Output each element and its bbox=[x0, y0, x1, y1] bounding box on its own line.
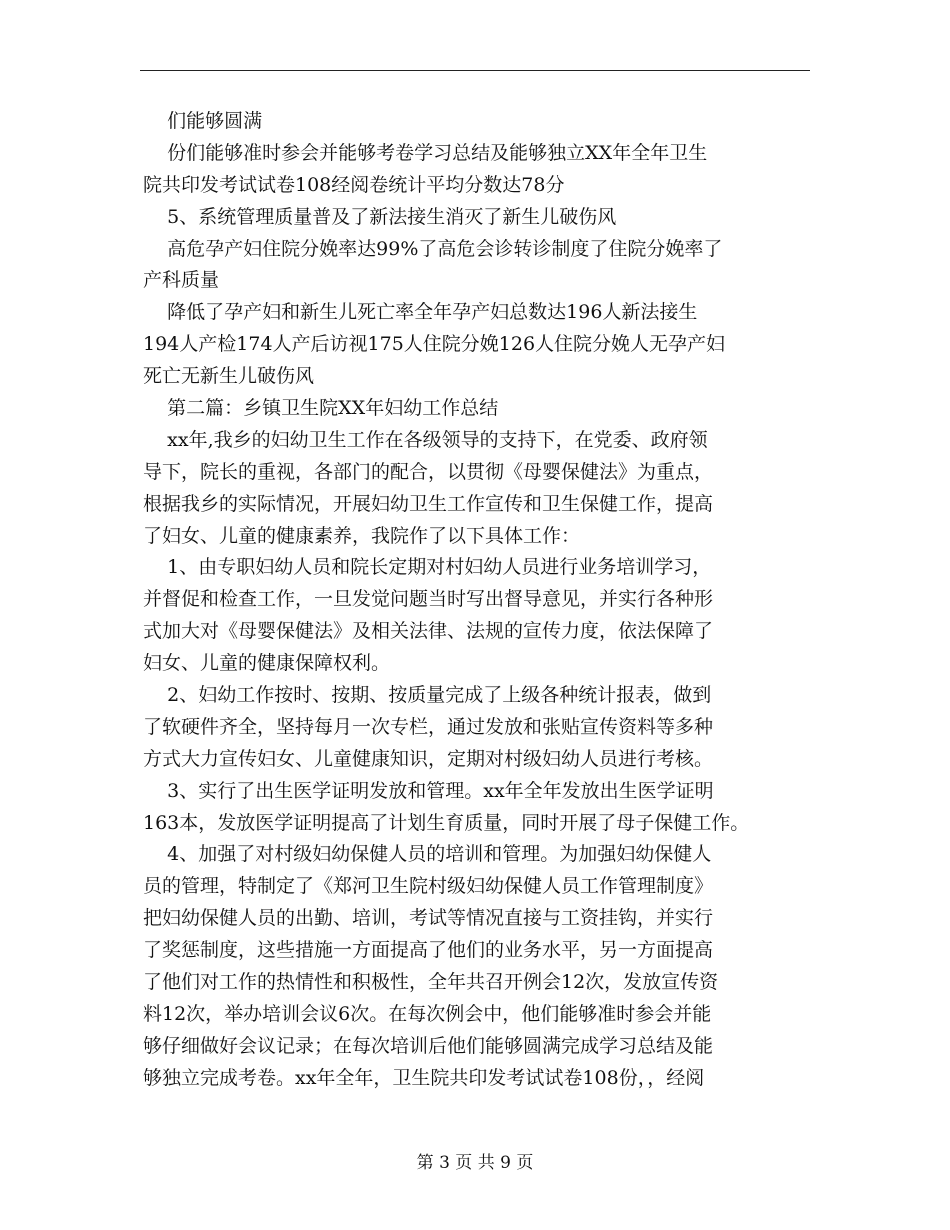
text-line: 并督促和检查工作，一旦发觉问题当时写出督导意见，并实行各种形 bbox=[143, 588, 714, 611]
text-line: 了奖惩制度，这些措施一方面提高了他们的业务水平，另一方面提高 bbox=[143, 939, 714, 962]
text-line: 方式大力宣传妇女、儿童健康知识，定期对村级妇幼人员进行考核。 bbox=[143, 747, 714, 770]
section-heading: 第二篇：乡镇卫生院XX年妇幼工作总结 bbox=[143, 397, 499, 420]
text-line: 料12次，举办培训会议6次。在每次例会中，他们能够准时参会并能 bbox=[143, 1002, 712, 1025]
text-line: 高危孕产妇住院分娩率达99%了高危会诊转诊制度了住院分娩率了 bbox=[143, 237, 723, 260]
text-line: 了他们对工作的热情性和积极性，全年共召开例会12次，发放宣传资 bbox=[143, 971, 719, 994]
text-line: 把妇幼保健人员的出勤、培训，考试等情况直接与工资挂钩，并实行 bbox=[143, 907, 714, 930]
text-line: 妇女、儿童的健康保障权利。 bbox=[143, 652, 391, 675]
text-line: xx年,我乡的妇幼卫生工作在各级领导的支持下，在党委、政府领 bbox=[143, 428, 708, 451]
text-line: 2、妇幼工作按时、按期、按质量完成了上级各种统计报表，做到 bbox=[143, 684, 712, 707]
text-line: 1、由专职妇幼人员和院长定期对村妇幼人员进行业务培训学习， bbox=[143, 556, 712, 579]
text-line: 4、加强了对村级妇幼保健人员的培训和管理。为加强妇幼保健人 bbox=[143, 843, 712, 866]
text-line: 够独立完成考卷。xx年全年，卫生院共印发考试试卷108份，，经阅 bbox=[143, 1066, 705, 1089]
text-line: 降低了孕产妇和新生儿死亡率全年孕产妇总数达196人新法接生 bbox=[143, 301, 698, 324]
text-line: 份们能够准时参会并能够考卷学习总结及能够独立XX年全年卫生 bbox=[143, 141, 708, 164]
text-line: 够仔细做好会议记录；在每次培训后他们能够圆满完成学习总结及能 bbox=[143, 1034, 714, 1057]
text-line: 5、系统管理质量普及了新法接生消灭了新生儿破伤风 bbox=[143, 205, 617, 228]
header-rule bbox=[140, 70, 810, 71]
text-line: 194人产检174人产后访视175人住院分娩126人住院分娩人无孕产妇 bbox=[143, 333, 726, 356]
text-line: 产科质量 bbox=[143, 269, 220, 292]
text-line: 了妇女、儿童的健康素养，我院作了以下具体工作： bbox=[143, 524, 581, 547]
text-line: 员的管理，特制定了《郑河卫生院村级妇幼保健人员工作管理制度》 bbox=[143, 875, 714, 898]
text-line: 式加大对《母婴保健法》及相关法律、法规的宣传力度，依法保障了 bbox=[143, 620, 714, 643]
page-number-footer: 第 3 页 共 9 页 bbox=[416, 1153, 534, 1173]
text-line: 3、实行了出生医学证明发放和管理。xx年全年发放出生医学证明 bbox=[143, 779, 714, 802]
text-line: 163本，发放医学证明提高了计划生育质量，同时开展了母子保健工作。 bbox=[143, 811, 750, 834]
text-line: 死亡无新生儿破伤风 bbox=[143, 365, 315, 388]
text-line: 根据我乡的实际情况，开展妇幼卫生工作宣传和卫生保健工作，提高 bbox=[143, 492, 714, 515]
text-line: 导下，院长的重视，各部门的配合，以贯彻《母婴保健法》为重点， bbox=[143, 460, 714, 483]
text-line: 们能够圆满 bbox=[143, 110, 263, 132]
text-line: 院共印发考试试卷108经阅卷统计平均分数达78分 bbox=[143, 173, 565, 196]
document-body bbox=[143, 106, 811, 1095]
text-line: 了软硬件齐全，坚持每月一次专栏，通过发放和张贴宣传资料等多种 bbox=[143, 715, 714, 738]
